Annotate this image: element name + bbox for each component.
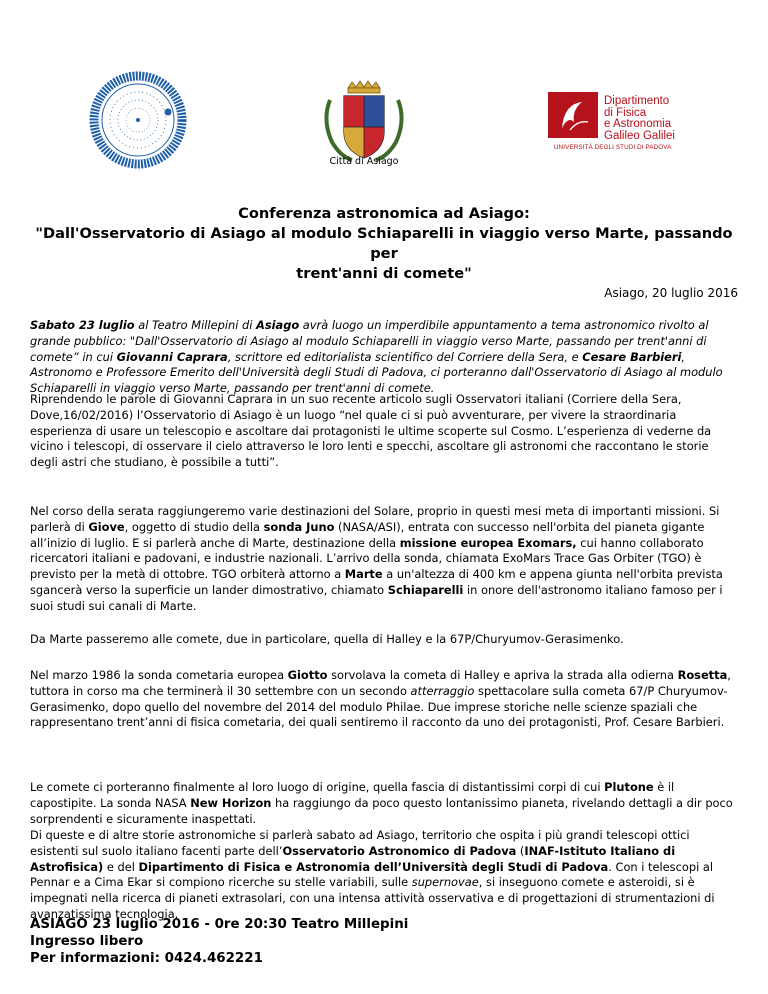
paragraph-missions: Nel corso della serata raggiungeremo varie destinazioni del Solare, proprio in questi mesi meta di importanti missioni. Si parlerà di Giove, oggetto di studio della sonda Juno (NASA/ASI), entrata con successo nell'orbita del pianeta gigante all’inizio di luglio. E si parlerà anche di Marte, destinazione della missione europea Exomars, cui hanno collaborato ricercatori italiani e padovani, e industrie nazionali. L’arrivo della sonda, chiamata ExoMars Trace Gas Orbiter (TGO) è previsto per la metà di ottobre. TGO orbiterà attorno a Marte a un'altezza di 400 km e appena giunta nell'orbita prevista sgancerà verso la superficie un lander dimostrativo, chiamato Schiaparelli in onore dell'astronomo italiano famoso per i suoi studi sui canali di Marte. [30,504,723,613]
dateline: Asiago, 20 luglio 2016 [604,286,738,300]
paragraph-comets: Da Marte passeremo alle comete, due in particolare, quella di Halley e la 67P/Churyumov-Gerasimenko. [30,632,624,646]
event-datetime: ASIAGO 23 luglio 2016 - 0re 20:30 Teatro Millepini [30,917,409,932]
paragraph-caprara-quote: Riprendendo le parole di Giovanni Caprara in un suo recente articolo sugli Osservatori italiani (Corriere della Sera, Dove,16/02/2016) l’Osservatorio di Asiago è un luogo “nel quale ci si può avventurare, per vivere la straordinaria esperienza di usare un telescopio e ascoltare dai protagonisti le ultime scoperte sul Cosmo. L’esperienza di vederne da vicino i telescopi, di osservare il cielo attraverso le loro lenti e specchi, ascoltare gli astronomi che raccontano le storie degli astri che studiano, è possibile a tutti”. [30,392,712,470]
city-caption: Città di Asiago [329,156,399,167]
department-name: Dipartimento di Fisica e Astronomia Galileo Galilei [604,95,675,142]
intro-paragraph: Sabato 23 luglio al Teatro Millepini di Asiago avrà luogo un imperdibile appuntamento a tema astronomico rivolto al grande pubblico: "Dall'Osservatorio di Asiago al modulo Schiaparelli in viaggio verso Marte, passando per trent'anni di comete” in cui Giovanni Caprara, scrittore ed editorialista scientifico del Corriere della Sera, e Cesare Barbieri, Astronomo e Professore Emerito dell'Università degli Studi di Padova, ci porteranno dall'Osservatorio di Asiago al modulo Schiaparelli in viaggio verso Marte, passando per trent'anni di comete. [30,318,723,396]
paragraph-observatory: Di queste e di altre storie astronomiche si parlerà sabato ad Asiago, territorio che ospita i più grandi telescopi ottici esistenti sul suolo italiano facenti parte dell’Osservatorio Astronomico di Padova (INAF-Istituto Italiano di Astrofisica) e del Dipartimento di Fisica e Astronomia dell’Università degli Studi di Padova. Con i telescopi al Pennar e a Cima Ekar si compiono ricerche su stelle variabili, sulle supernovae, si inseguono comete e asteroidi, si è impegnati nella ricerca di pianeti extrasolari, con una intensa attività osservativa e di progettazioni di strumentazioni di avanzatissima tecnologia. [30,828,715,921]
paragraph-giotto-rosetta: Nel marzo 1986 la sonda cometaria europea Giotto sorvolava la cometa di Halley e apriva la strada alla odierna Rosetta, tuttora in corso ma che terminerà il 30 settembre con un secondo atterraggio spettacolare sulla cometa 67/P Churyumov-Gerasimenko, dopo quello del novembre del 2014 del modulo Philae. Due imprese storiche nelle scienze spaziali che rappresentano trent’anni di fisica cometaria, dei quali sentiremo il racconto da uno dei protagonisti, Prof. Cesare Barbieri. [30,668,731,730]
inaf-logo [88,70,188,170]
event-info [30,916,408,967]
paragraph-pluto: Le comete ci porteranno finalmente al loro luogo di origine, quella fascia di distantissimi corpi di cui Plutone è il capostipite. La sonda NASA New Horizon ha raggiungo da poco questo lontanissimo pianeta, rivelando dettagli a dir poco sorprendenti e sicuramente inaspettati. [30,780,733,826]
event-contact: Per informazioni: 0424.462221 [30,951,263,966]
university-name: UNIVERSITÀ DEGLI STUDI DI PADOVA [554,144,672,151]
document-title: Conferenza astronomica ad Asiago: "Dall'Osservatorio di Asiago al modulo Schiaparelli in viaggio verso Marte, passando per trent'anni di comete" [35,205,733,282]
event-admission: Ingresso libero [30,934,144,949]
